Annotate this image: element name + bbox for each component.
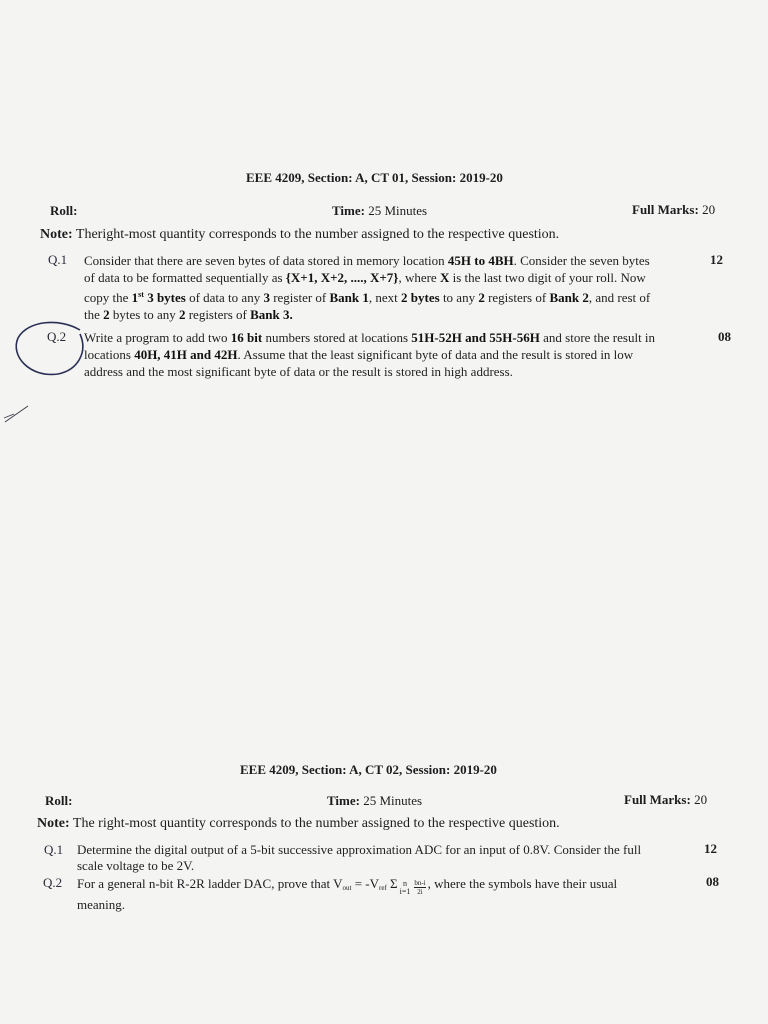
ct2-q1-number: Q.1 xyxy=(44,842,64,857)
ct2-title: EEE 4209, Section: A, CT 02, Session: 2019-20 xyxy=(240,762,497,777)
ct1-time: Time: 25 Minutes xyxy=(332,203,428,218)
ct2-q1-marks: 12 xyxy=(704,841,717,856)
ct1-q1-number: Q.1 xyxy=(48,252,68,267)
ct2-q2-number: Q.2 xyxy=(43,875,63,890)
pen-stroke-small xyxy=(4,414,14,418)
ct1-q1-text xyxy=(84,252,706,323)
ct2-q2-line-1: For a general n-bit R-2R ladder DAC, prove that $V_{out} = -V_{ref}$ Σ n $i=1 \frac{bn-i}{2i}$ , where the symbols have their usual xyxy=(77,876,618,896)
summation-symbol: Σ xyxy=(390,876,398,891)
ct1-q1-line-1: Consider that there are seven bytes of data stored in memory location 45H to 4BH. Consider the seven bytes xyxy=(84,253,650,268)
ct2-roll-label: Roll: xyxy=(45,793,73,808)
fraction: $\frac{bn-i}{2i}$ xyxy=(414,879,426,896)
ct1-q1-line-2: of data to be formatted sequentially as {X+1, X+2, ...., X+7}, where X is the last two digit of your roll. Now xyxy=(84,270,646,285)
ct1-full-marks: Full Marks: 20 xyxy=(632,202,716,217)
ct1-q2-line-2: locations 40H, 41H and 42H. Assume that the least significant byte of data and the result is stored in low xyxy=(84,347,634,362)
summation-limits: n i=1 xyxy=(399,879,411,896)
ct2-q1-text xyxy=(77,842,699,874)
ct1-q2-text xyxy=(84,329,706,380)
ct2-q1-line-1: Determine the digital output of a 5-bit successive approximation ADC for an input of 0.8V. Consider the full xyxy=(77,842,642,857)
ct1-q2-marks: 08 xyxy=(718,329,731,344)
ct1-q1-line-3: copy the 1st 3 bytes of data to any 3 register of Bank 1, next 2 bytes to any 2 registers of Bank 2, and rest of xyxy=(84,290,651,305)
ct1-note: Note: Theright-most quantity corresponds to the number assigned to the respective question. xyxy=(40,227,560,242)
ct1-roll-label: Roll: xyxy=(50,203,78,218)
ct2-note: Note: The right-most quantity corresponds to the number assigned to the respective question. xyxy=(37,816,560,831)
ct1-q1-line-4: the 2 bytes to any 2 registers of Bank 3. xyxy=(84,307,293,322)
ct2-q1-line-2: scale voltage to be 2V. xyxy=(77,858,195,873)
ct1-q1-marks: 12 xyxy=(710,252,723,267)
ct1-title: EEE 4209, Section: A, CT 01, Session: 2019-20 xyxy=(246,170,503,185)
pen-stroke xyxy=(5,406,28,422)
ct2-q2-line-2: meaning. xyxy=(77,897,126,912)
ct1-q2-line-1: Write a program to add two 16 bit numbers stored at locations 51H-52H and 55H-56H and store the result in xyxy=(84,330,656,345)
ct1-q2-line-3: address and the most significant byte of data or the result is stored in high address. xyxy=(84,364,513,379)
ct2-q2-marks: 08 xyxy=(706,874,719,889)
ct2-time: Time: 25 Minutes xyxy=(327,793,423,808)
ct2-full-marks: Full Marks: 20 xyxy=(624,792,708,807)
ct1-q2-number: Q.2 xyxy=(47,329,67,344)
